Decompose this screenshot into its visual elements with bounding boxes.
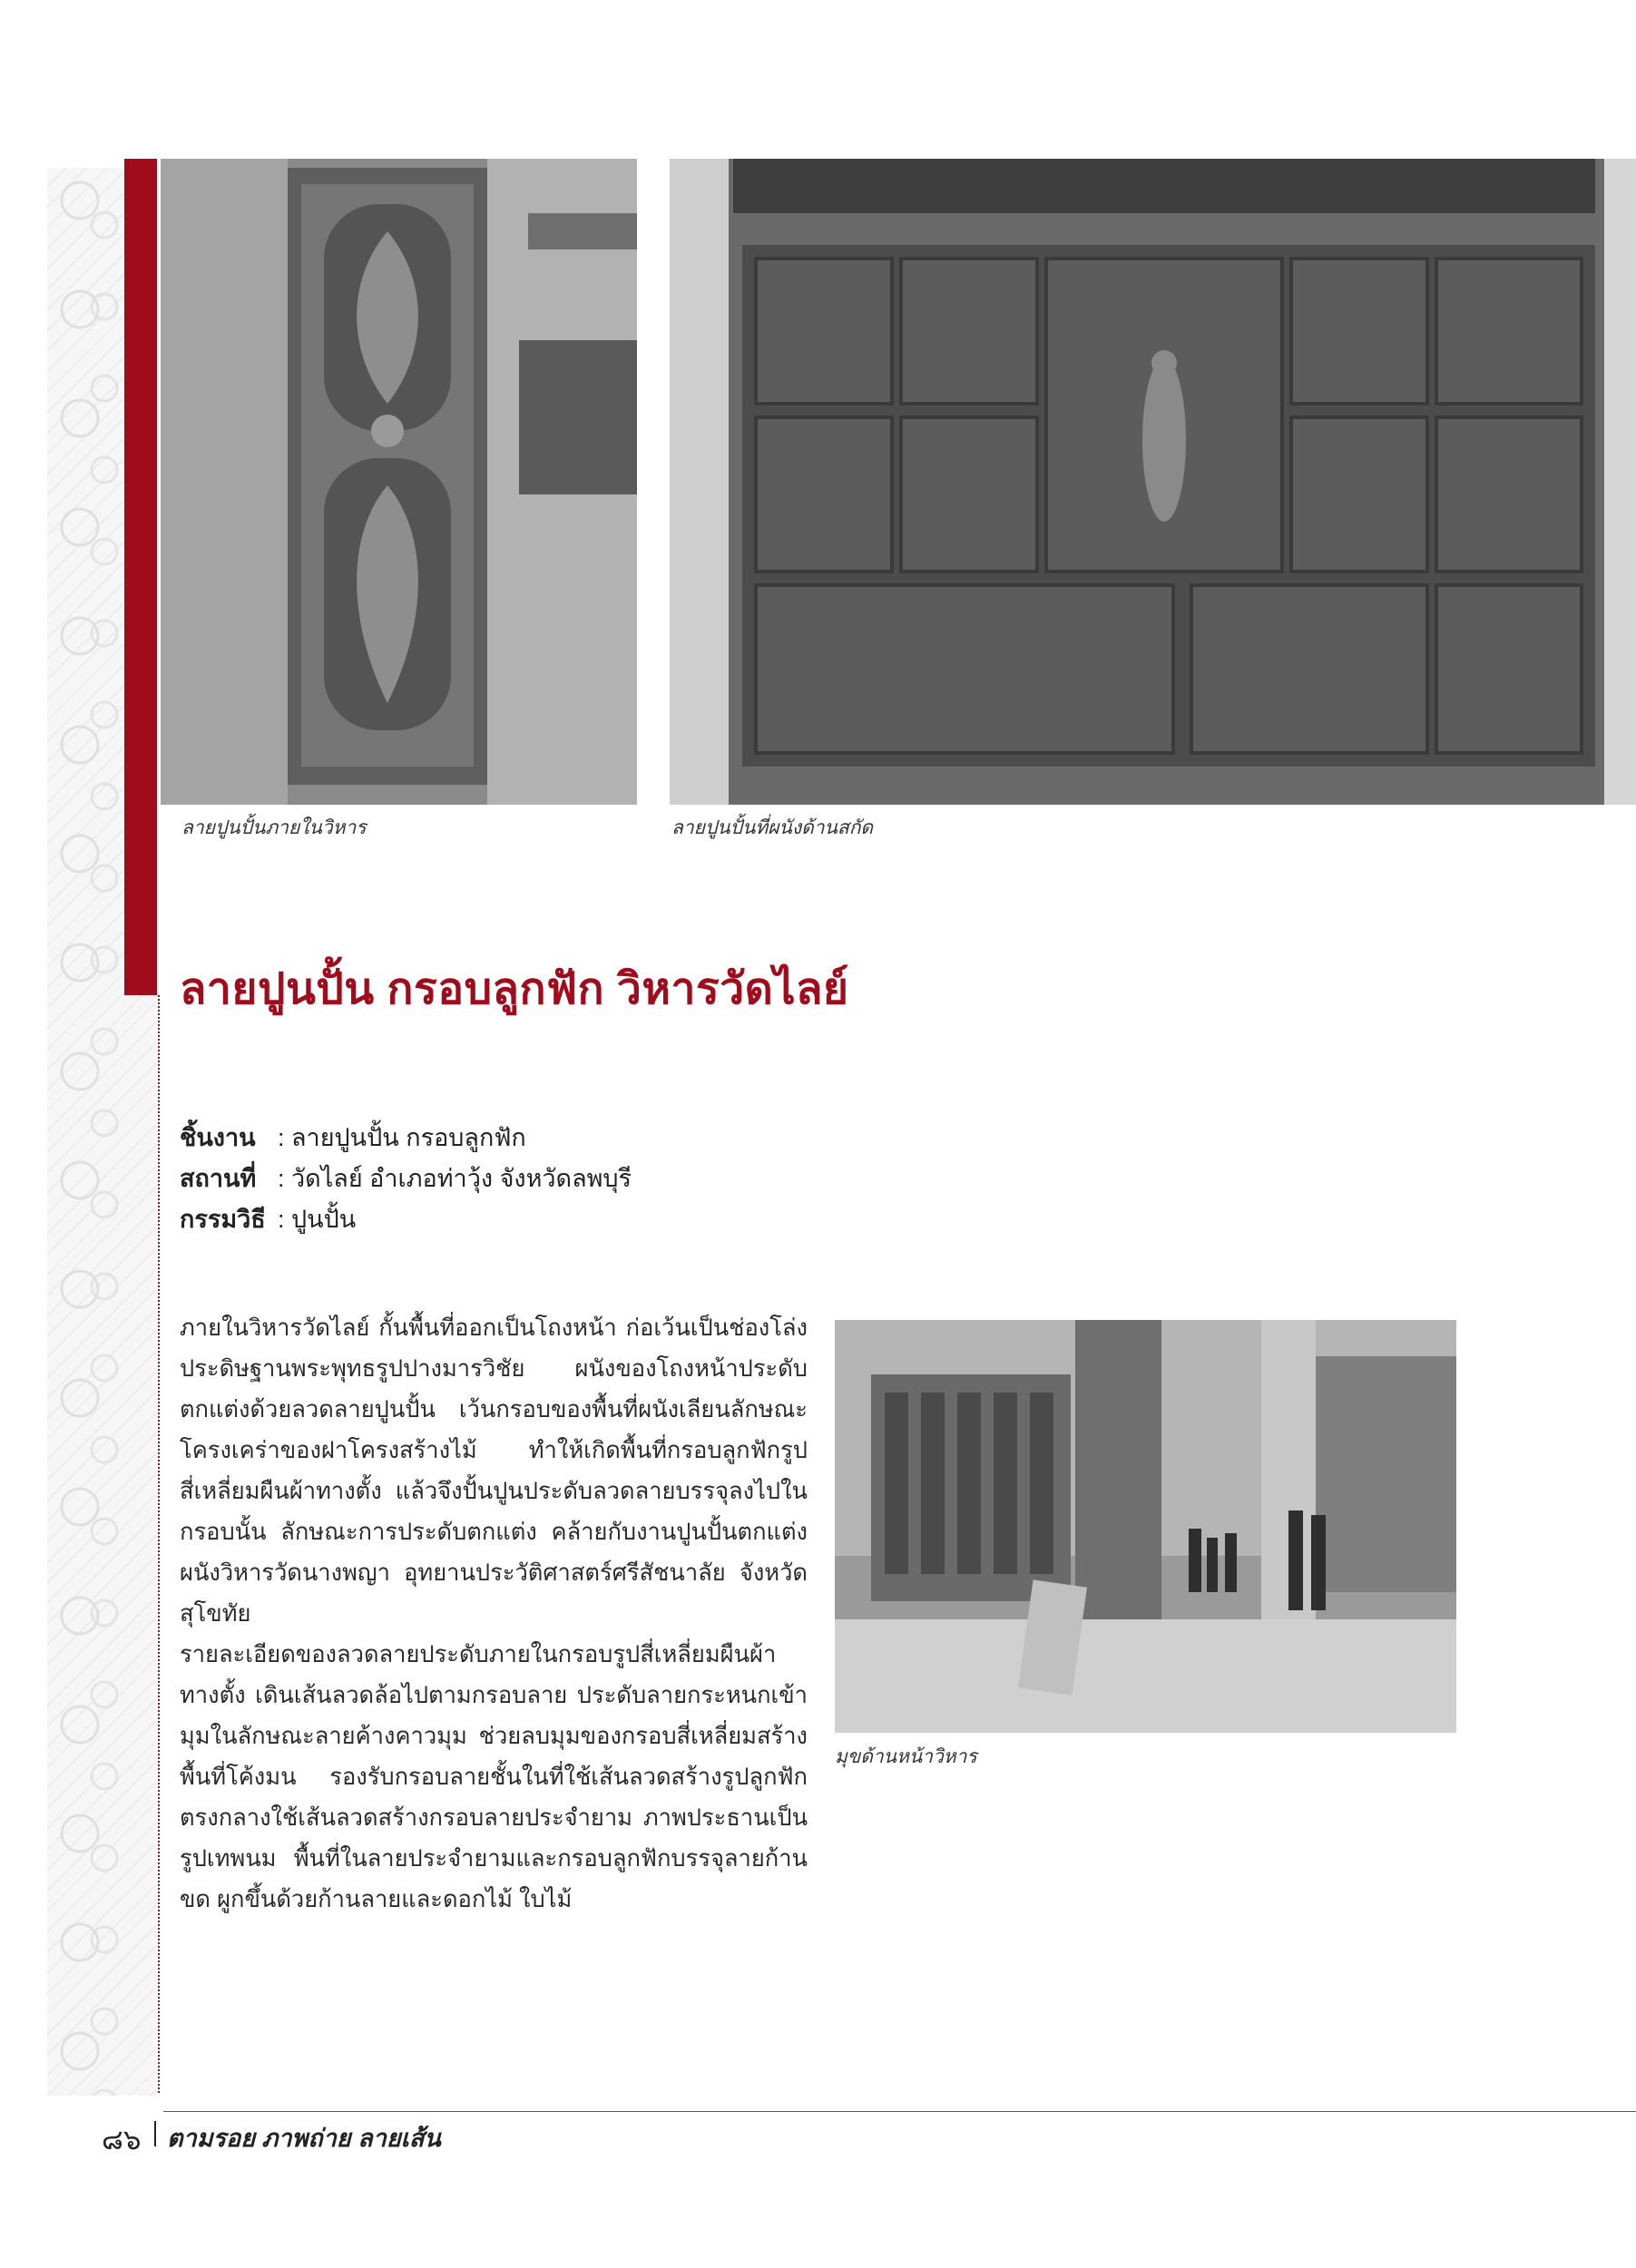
page-number: ๘๖ bbox=[102, 2124, 142, 2156]
footer-divider bbox=[154, 2121, 156, 2146]
meta-row bbox=[180, 1158, 632, 1199]
relief-wall-photo bbox=[670, 159, 1636, 805]
page-title: ลายปูนปั้น กรอบลูกฟัก วิหารวัดไลย์ bbox=[180, 965, 849, 1013]
red-accent-bar bbox=[124, 159, 157, 995]
body-paragraph: รายละเอียดของลวดลายประดับภายในกรอบรูปสี่เหลี่ยมผืนผ้าทางตั้ง เดินเส้นลวดล้อไปตามกรอบลาย ประดับลายกระหนกเข้ามุมในลักษณะลายค้างคาวมุม ช่วยลบมุมของกรอบสี่เหลี่ยมสร้างพื้นที่โค้งมน รองรับกรอบลายชั้นในที่ใช้เส้นลวดสร้างรูปลูกฟัก ตรงกลางใช้เส้นลวดสร้างกรอบลายประจำยาม ภาพประธานเป็นรูปเทพนม พื้นที่ในลายประจำยามและกรอบลูกฟักบรรจุลายก้านขด ผูกขึ้นด้วยก้านลายและดอกไม้ ใบไม้ bbox=[180, 1642, 808, 1912]
meta-value: : วัดไลย์ อำเภอท่าวุ้ง จังหวัดลพบุรี bbox=[278, 1165, 632, 1192]
footer-rule bbox=[163, 2111, 1636, 2112]
photo-caption: ลายปูนปั้นที่ผนังด้านสกัด bbox=[671, 816, 874, 838]
body-paragraph: ภายในวิหารวัดไลย์ กั้นพื้นที่ออกเป็นโถงหน้า ก่อเว้นเป็นช่องโล่ง ประดิษฐานพระพุทธรูปปางมารวิชัย ผนังของโถงหน้าประดับตกแต่งด้วยลวดลายปูนปั้น เว้นกรอบของพื้นที่ผนังเลียนลักษณะโครงเคร่าของฝาโครงสร้างไม้ ทำให้เกิดพื้นที่กรอบลูกฟักรูปสี่เหลี่ยมผืนผ้าทางตั้ง แล้วจึงปั้นปูนประดับลวดลายบรรจุลงไปในกรอบนั้น ลักษณะการประดับตกแต่ง คล้ายกับงานปูนปั้นตกแต่งผนังวิหารวัดนางพญา อุทยานประวัติศาสตร์ศรีสัชนาลัย จังหวัดสุโขทัย bbox=[180, 1315, 808, 1627]
photo-caption: ลายปูนปั้นภายในวิหาร bbox=[181, 816, 367, 838]
meta-label: สถานที่ bbox=[180, 1165, 257, 1192]
photo-caption: มุขด้านหน้าวิหาร bbox=[835, 1745, 977, 1767]
meta-label: ชิ้นงาน bbox=[180, 1124, 256, 1151]
vihara-front-porch-photo bbox=[835, 1320, 1456, 1733]
stucco-panel-photo bbox=[161, 159, 637, 805]
dotted-margin-line bbox=[158, 995, 160, 2093]
meta-label: กรรมวิธี bbox=[180, 1206, 266, 1233]
meta-value: : ลายปูนปั้น กรอบลูกฟัก bbox=[278, 1124, 526, 1151]
meta-row bbox=[180, 1199, 632, 1240]
artwork-metadata bbox=[180, 1118, 632, 1240]
meta-value: : ปูนปั้น bbox=[278, 1206, 357, 1233]
running-title: ตามรอย ภาพถ่าย ลายเส้น bbox=[167, 2125, 441, 2152]
meta-row bbox=[180, 1118, 632, 1158]
